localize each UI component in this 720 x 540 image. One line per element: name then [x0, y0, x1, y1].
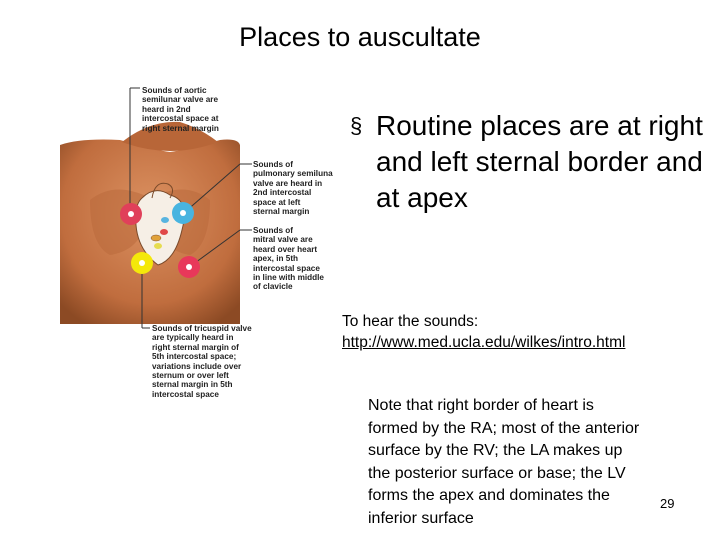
valve-marker	[154, 243, 162, 249]
sounds-label: To hear the sounds:	[342, 313, 479, 330]
sounds-block	[342, 311, 712, 353]
bullet-point	[350, 108, 710, 216]
anatomy-note: Note that right border of heart is formed by the RA; most of the anterior surface by the RV; the LA makes up the posterior surface or base; the LV forms the apex and dominates the inferior surface	[368, 397, 640, 527]
bullet-icon: §	[350, 113, 363, 138]
slide-title: Places to auscultate	[239, 22, 481, 52]
sounds-link[interactable]: http://www.med.ucla.edu/wilkes/intro.html	[342, 334, 626, 351]
aortic-label: Sounds of aortic semilunar valve are heard in 2nd intercostal space at right sternal margin	[142, 86, 219, 133]
mitral-label: Sounds of mitral valve are heard over heart apex, in 5th intercostal space in line with middle of clavicle	[253, 226, 324, 292]
valve-marker	[160, 229, 168, 235]
tricuspid-label: Sounds of tricuspid valve are typically heard in right sternal margin of 5th intercostal space; variations include over sternum or over left sternal margin in 5th intercostal space	[152, 324, 252, 399]
page-number: 29	[660, 496, 675, 511]
valve-marker	[151, 235, 161, 241]
pulmonary-label: Sounds of pulmonary semiluna valve are heard in 2nd intercostal space at left sternal margin	[253, 160, 333, 217]
bullet-text: Routine places are at right and left sternal border and at apex	[376, 110, 703, 213]
valve-marker	[161, 217, 169, 223]
torso-figure	[60, 80, 340, 410]
